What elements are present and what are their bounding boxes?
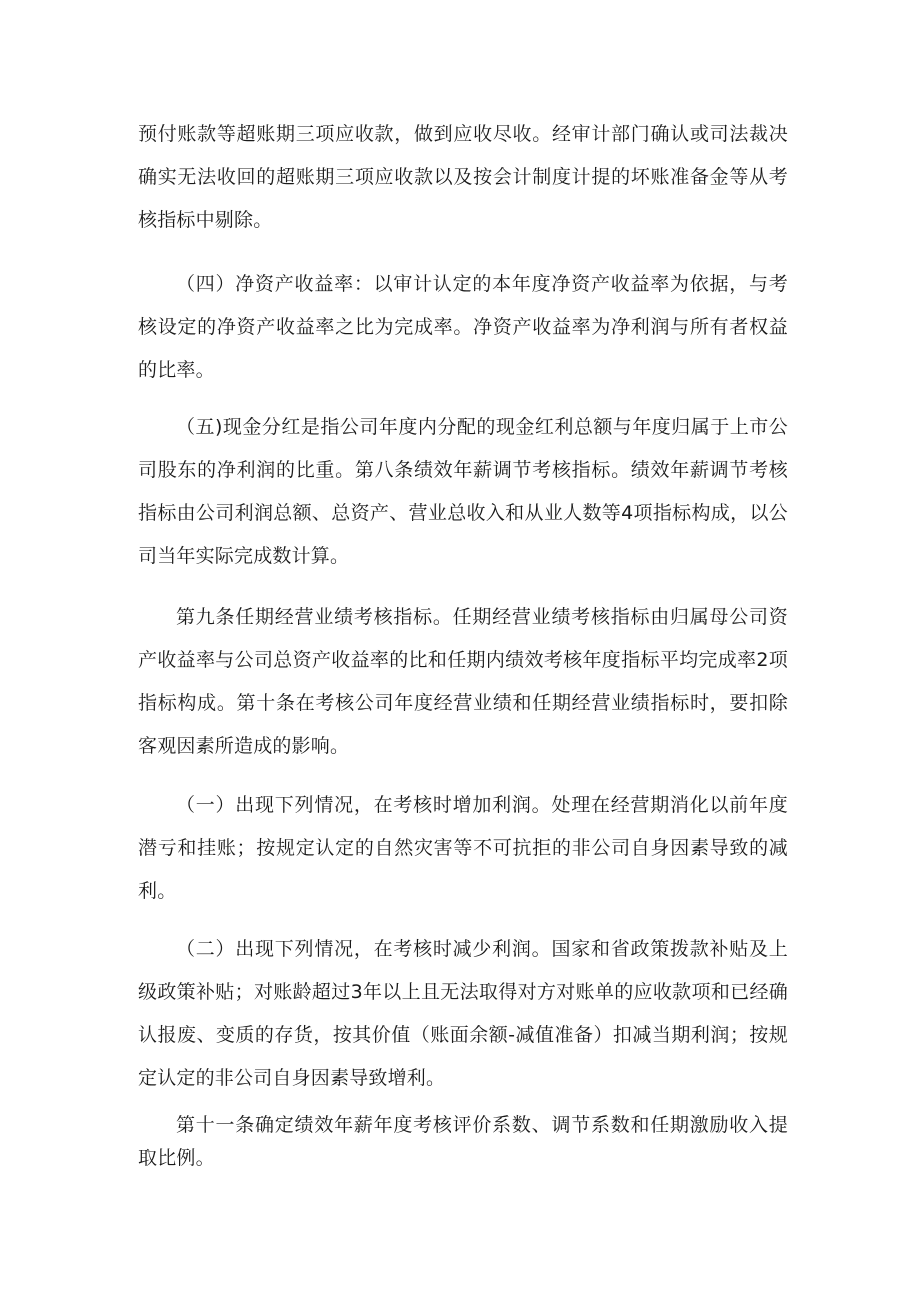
paragraph-roe: （四）净资产收益率：以审计认定的本年度净资产收益率为依据，与考核设定的净资产收益率之比为完成率。净资产收益率为净利润与所有者权益的比率。 <box>138 273 788 381</box>
paragraph-increase-profit: （一）出现下列情况，在考核时增加利润。处理在经营期消化以前年度潜亏和挂账；按规定认定的自然灾害等不可抗拒的非公司自身因素导致的减利。 <box>138 794 788 902</box>
paragraph-receivables: 预付账款等超账期三项应收款，做到应收尽收。经审计部门确认或司法裁决确实无法收回的超账期三项应收款以及按会计制度计提的坏账准备金等从考核指标中剔除。 <box>138 123 788 231</box>
paragraph-cash-dividend: （五)现金分红是指公司年度内分配的现金红利总额与年度归属于上市公司股东的净利润的比重。第八条绩效年薪调节考核指标。绩效年薪调节考核指标由公司利润总额、总资产、营业总收入和从业人数等4项指标构成，以公司当年实际完成数计算。 <box>138 416 788 567</box>
paragraph-decrease-profit: （二）出现下列情况，在考核时减少利润。国家和省政策拨款补贴及上级政策补贴；对账龄超过3年以上且无法取得对方对账单的应收款项和已经确认报废、变质的存货，按其价值（账面余额-减值准备）扣减当期利润；按规定认定的非公司自身因素导致增利。 <box>138 938 788 1089</box>
paragraph-article-nine: 第九条任期经营业绩考核指标。任期经营业绩考核指标由归属母公司资产收益率与公司总资产收益率的比和任期内绩效考核年度指标平均完成率2项指标构成。第十条在考核公司年度经营业绩和任期经营业绩指标时，要扣除客观因素所造成的影响。 <box>138 606 788 757</box>
paragraph-article-eleven: 第十一条确定绩效年薪年度考核评价系数、调节系数和任期激励收入提取比例。 <box>138 1114 788 1169</box>
